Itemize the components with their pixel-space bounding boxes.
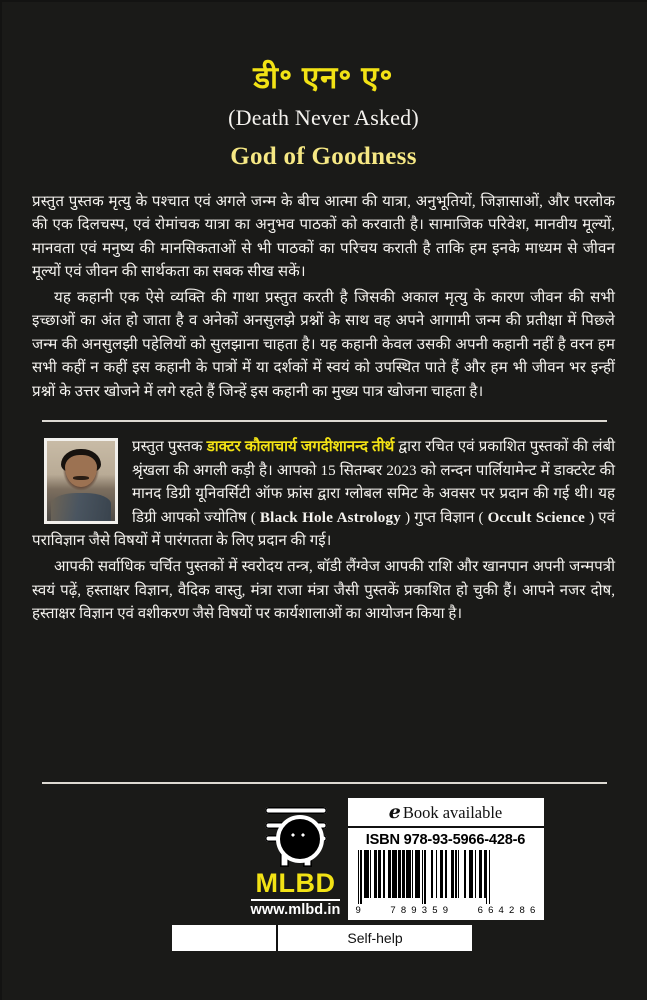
emblem-ring xyxy=(276,815,324,863)
bio-text-mid: ) गुप्त विज्ञान ( xyxy=(400,509,488,526)
author-name: डाक्टर कौलाचार्य जगदीशानन्द तीर्थ xyxy=(206,439,395,456)
isbn-text: ISBN 978-93-5966-428-6 xyxy=(365,832,526,848)
barcode-digit: 3 xyxy=(421,905,428,916)
barcode-digits xyxy=(348,904,544,920)
barcode-digit: 8 xyxy=(400,905,407,916)
ebook-available-banner xyxy=(348,798,544,828)
bio-text-end: ) एवं पराविज्ञान जैसे विषयों में पारंगतता के लिए प्रदान की गई। xyxy=(32,509,616,550)
barcode-digit: 4 xyxy=(498,905,505,916)
description-paragraph-1: प्रस्तुत पुस्तक मृत्यु के पश्चात एवं अगले जन्म के बीच आत्मा की यात्रा, अनुभूतियों, जिज्ञासाओं, और परलोक की एक दिलचस्प, एवं रोमांचक यात्रा का अनुभव पाठकों को करवाती है। सामाजिक परिवेश, मानवीय मूल्यों, मानवता एवं मनुष्य की मानसिकताओं से भी पाठकों का परिचय कराती है ताकि हम इनके माध्यम से जीवन मूल्यों एवं जीवन की सार्थकता का सबक सीख सकें। xyxy=(32,193,615,281)
barcode-digit: 8 xyxy=(519,905,525,916)
barcode-digit: 6 xyxy=(488,905,494,916)
tagline: God of Goodness xyxy=(230,142,417,170)
author-photo xyxy=(44,438,118,524)
publisher-barcode-row xyxy=(172,798,615,920)
author-paragraph-2: आपकी सर्वाधिक चर्चित पुस्तकों में स्वरोदय तन्त्र, बॉडी लैंग्वेज आपकी राशि और खानपान अपनी जन्मपत्री स्वयं पढ़ें, हस्ताक्षर विज्ञान, वैदिक वास्तु, मंत्रा राजा मंत्रा जैसी पुस्तकें प्रकाशित हो चुकी हैं। आपने नजर दोष, हस्ताक्षर विज्ञान एवं वशीकरण जैसे विषयों पर कार्यशालाओं का आयोजन किया है। xyxy=(32,558,615,623)
bio-text-after-name: द्वारा रचित एवं प्रकाशित पुस्तकों की लंबी श्रृंखला की अगली कड़ी है। आपको 15 सितम्बर 2023 को लन्दन पार्लियामेन्ट में डाक्टरेट की मानद डिग्री यूनिवर्सिटी ऑफ फ्रांस द्वारा ग्लोबल समिट के अवसर पर प्रदान की गई थी। यह डिग्री आपको ज्योतिष ( xyxy=(132,439,615,526)
category-left-cell xyxy=(172,925,278,951)
ebook-label: Book available xyxy=(402,803,503,822)
ebook-e-icon: e xyxy=(388,801,401,823)
barcode-digit: 9 xyxy=(442,905,449,916)
book-description xyxy=(32,191,615,405)
photo-moustache xyxy=(73,476,89,480)
divider-top xyxy=(42,420,607,422)
description-paragraph-2: यह कहानी एक ऐसे व्यक्ति की गाथा प्रस्तुत करती है जिसकी अकाल मृत्यु के कारण जीवन की सभी इच्छाओं का अंत हो जाता है व अनेकों अनसुलझे प्रश्नों के साथ वह अपने आगामी जन्म की प्रतीक्षा में पिछले जन्म की अनसुलझी पहेलियों को सुलझाना चाहता है। यह कहानी केवल उसकी अपनी कहानी नहीं है वरन हम सभी कहीं न कहीं इस कहानी के पात्रों में या दर्शकों में स्वयं को उपस्थित पाते हैं और हम भी जीवन भर इन्हीं प्रश्नों के उत्तर खोजने में लगे रहते हैं जिन्हें इस कहानी का मुख्य पात्र खोजना चाहता है। xyxy=(32,289,616,400)
publisher-name: MLBD xyxy=(255,868,336,899)
category-label: Self-help xyxy=(347,930,403,946)
barcode-digit: 2 xyxy=(509,905,515,916)
barcode-digit-first: 9 xyxy=(355,905,361,916)
barcode-digit: 6 xyxy=(477,905,484,916)
barcode-digits-right xyxy=(478,905,536,916)
bottom-zone xyxy=(32,782,615,951)
page-title: डी॰ एन॰ ए॰ xyxy=(253,60,394,95)
emblem-bar-top xyxy=(265,807,327,814)
barcode-card xyxy=(348,798,544,920)
author-paragraph-1 xyxy=(32,436,615,554)
photo-torso xyxy=(51,493,111,522)
barcode-digit: 7 xyxy=(390,905,396,916)
barcode-digit: 5 xyxy=(432,905,438,916)
barcode-digit: 9 xyxy=(411,905,417,916)
barcode-digits-left xyxy=(390,905,448,916)
category-row xyxy=(172,925,472,951)
author-bio xyxy=(32,436,615,626)
barcode-bar xyxy=(489,850,490,904)
subtitle-english: (Death Never Asked) xyxy=(228,104,419,130)
term-occult-science: Occult Science xyxy=(487,509,586,526)
publisher-website[interactable]: www.mlbd.in xyxy=(251,899,341,919)
bio-lead-text: प्रस्तुत पुस्तक xyxy=(132,439,207,456)
mlbd-emblem-icon xyxy=(263,805,329,867)
title-block xyxy=(32,0,615,171)
divider-bottom xyxy=(42,782,607,784)
term-black-hole-astrology: Black Hole Astrology xyxy=(259,509,401,526)
publisher-logo-block xyxy=(244,798,348,920)
barcode-digit: 6 xyxy=(530,905,536,916)
photo-face xyxy=(65,455,96,487)
barcode-bars xyxy=(358,850,534,904)
